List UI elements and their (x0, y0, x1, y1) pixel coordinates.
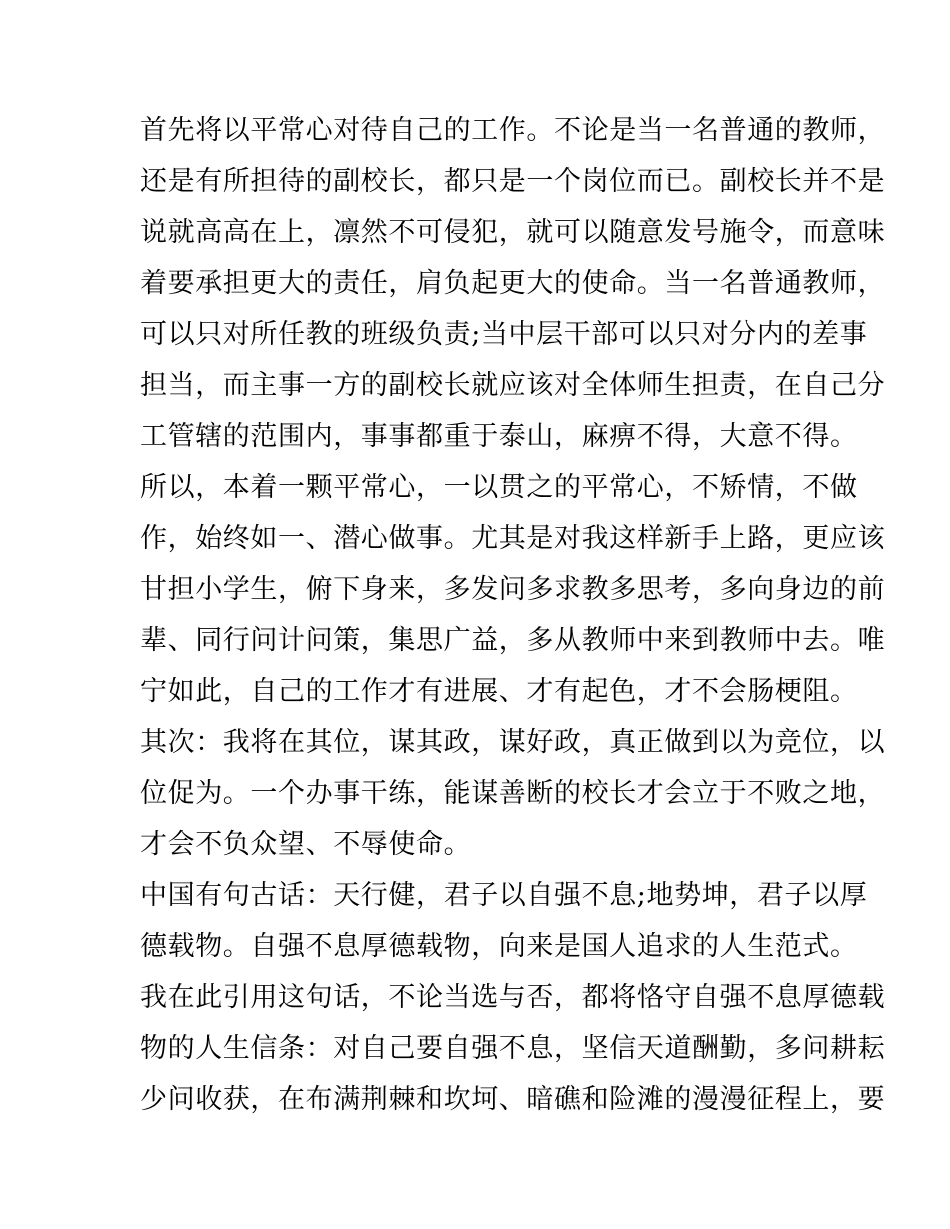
text-line: 中国有句古话：天行健，君子以自强不息;地势坤，君子以厚 (140, 880, 868, 911)
text-line: 担当，而主事一方的副校长就应该对全体师生担责，在自己分 (140, 370, 886, 401)
text-line: 所以，本着一颗平常心，一以贯之的平常心，不矫情，不做 (140, 472, 858, 503)
text-line: 其次：我将在其位，谋其政，谋好政，真正做到以为竞位，以 (140, 727, 886, 758)
text-line: 首先将以平常心对待自己的工作。不论是当一名普通的教师， (140, 115, 886, 146)
text-line: 少问收获，在布满荆棘和坎坷、暗礁和险滩的漫漫征程上，要 (140, 1084, 886, 1115)
text-line: 德载物。自强不息厚德载物，向来是国人追求的人生范式。 (140, 931, 858, 962)
text-line: 物的人生信条：对自己要自强不息，坚信天道酬勤，多问耕耘 (140, 1033, 886, 1064)
text-line: 可以只对所任教的班级负责;当中层干部可以只对分内的差事 (140, 319, 868, 350)
text-line: 甘担小学生，俯下身来，多发问多求教多思考，多向身边的前 (140, 574, 886, 605)
text-line: 才会不负众望、不辱使命。 (140, 829, 472, 860)
text-line: 说就高高在上，凛然不可侵犯，就可以随意发号施令，而意味 (140, 217, 886, 248)
text-line: 还是有所担待的副校长，都只是一个岗位而已。副校长并不是 (140, 166, 886, 197)
text-line: 宁如此，自己的工作才有进展、才有起色，才不会肠梗阻。 (140, 676, 858, 707)
text-line: 辈、同行问计问策，集思广益，多从教师中来到教师中去。唯 (140, 625, 886, 656)
text-line: 工管辖的范围内，事事都重于泰山，麻痹不得，大意不得。 (140, 421, 858, 452)
body-text (140, 105, 886, 1125)
text-line: 着要承担更大的责任，肩负起更大的使命。当一名普通教师， (140, 268, 886, 299)
text-line: 位促为。一个办事干练，能谋善断的校长才会立于不败之地， (140, 778, 886, 809)
text-line: 作，始终如一、潜心做事。尤其是对我这样新手上路，更应该 (140, 523, 886, 554)
text-line: 我在此引用这句话，不论当选与否，都将恪守自强不息厚德载 (140, 982, 886, 1013)
